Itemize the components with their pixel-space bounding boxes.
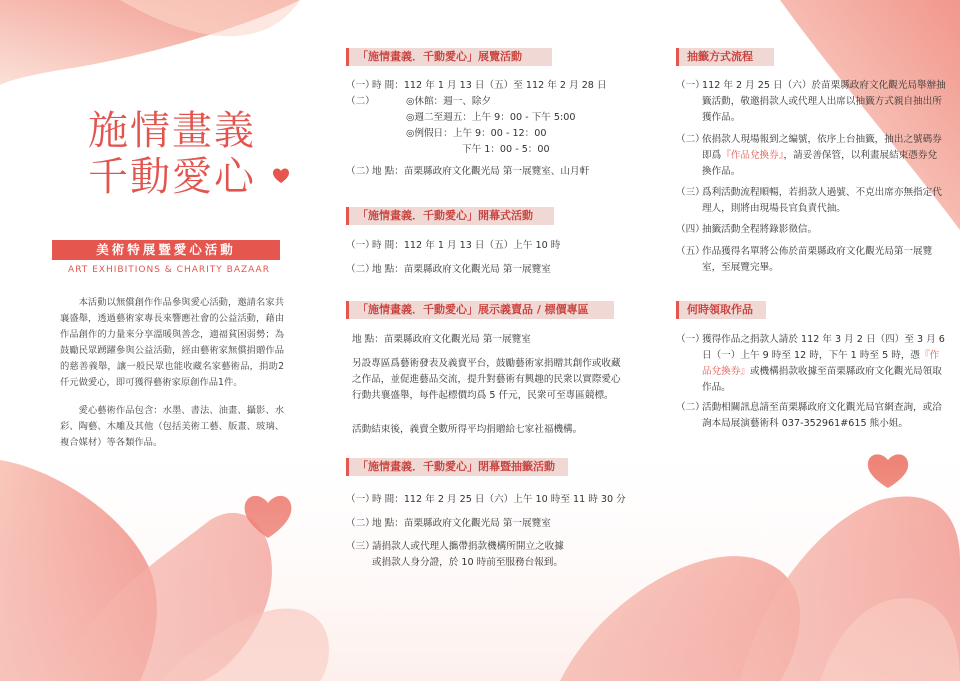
section-charity-sale-header: 「施情畫義．千動愛心」展示義賣品 / 標價專區 [346, 301, 614, 319]
section-pickup-header: 何時領取作品 [676, 301, 766, 319]
closing-time: （一）時 間：112 年 2 月 25 日（六）上午 10 時至 11 時 30 分 [346, 494, 626, 505]
subtitle-banner: 美術特展暨愛心活動 [52, 240, 280, 260]
exhibition-location: （二）地 點：苗栗縣政府文化觀光局 第一展覽室、山月軒 [346, 166, 590, 177]
main-title-line2: 千動愛心 [88, 154, 256, 200]
hours-closed: ◎休館：週一、除夕 [406, 96, 492, 107]
section-closing-header: 「施情畫義．千動愛心」閉幕暨抽籤活動 [346, 458, 568, 476]
lottery-step-2: （二） 依捐款人現場報到之編號，依序上台抽籤，抽出之號碼券即爲『作品兌換券』，請妥善保管，以利畫展結束憑券兌換作品。 [676, 134, 942, 177]
exhibition-hours [406, 94, 575, 158]
hours-holiday-am: ◎例假日：上午 9：00 - 12：00 [406, 128, 547, 139]
pickup-step-1: （一） 獲得作品之捐款人請於 112 年 3 月 2 日（四）至 3 月 6 日（一）上午 9 時至 12 時，下午 1 時至 5 時，憑『作品兌換券』或機構捐款收據至苗栗縣政府文化觀光局領取作品。 [676, 334, 945, 393]
lottery-step-3: （三） 爲利活動流程順暢，若捐款人過號、不克出席亦無指定代理人，則將由現場長官負責代抽。 [676, 187, 942, 214]
section-exhibition-header: 「施情畫義．千動愛心」展覽活動 [346, 48, 552, 66]
charity-sale-description: 另設專區爲藝術發表及義賣平台，鼓勵藝術家捐贈其創作或收藏之作品，並促進藝品交流，提升對藝術有興趣的民衆以實際愛心行動共襄盛舉，每件起標價均爲 5 仟元，民衆可至專區競標。 [352, 358, 621, 401]
intro-text [60, 295, 284, 463]
closing-checkin: （三）請捐款人或代理人攜帶捐款機構所開立之收據 或捐款人身分證，於 10 時前至服務台報到。 [346, 541, 564, 568]
lottery-step-4: （四） 抽籤活動全程將錄影徵信。 [676, 224, 818, 235]
charity-sale-location: 地 點：苗栗縣政府文化觀光局 第一展覽室 [352, 334, 531, 345]
closing-location: （二）地 點：苗栗縣政府文化觀光局 第一展覽室 [346, 518, 551, 529]
heart-icon [272, 168, 290, 184]
opening-location: （二）地 點：苗栗縣政府文化觀光局 第一展覽室 [346, 264, 551, 275]
main-title [52, 108, 292, 200]
section-lottery-header: 抽籤方式流程 [676, 48, 774, 66]
opening-time: （一）時 間：112 年 1 月 13 日（五）上午 10 時 [346, 240, 561, 251]
section-opening-header: 「施情畫義．千動愛心」開幕式活動 [346, 207, 554, 225]
subtitle-english: ART EXHIBITIONS & CHARITY BAZAAR [68, 265, 270, 275]
lottery-step-5: （五） 作品獲得名單將公佈於苗栗縣政府文化觀光局第一展覽室，至展覽完畢。 [676, 246, 933, 273]
intro-paragraph-2: 愛心藝術作品包含：水墨、書法、油畫、攝影、水彩、陶藝、木雕及其他（包括美術工藝、版畫、玻璃、複合媒材）等各類作品。 [60, 405, 284, 448]
main-title-line1: 施情畫義 [88, 108, 256, 154]
hours-weekday: ◎週二至週五：上午 9：00 - 下午 5:00 [406, 112, 576, 123]
lottery-step-1: （一） 112 年 2 月 25 日（六）於苗栗縣政府文化觀光局舉辦抽籤活動，敬邀捐款人或代理人出席以抽籤方式親自抽出所獲作品。 [676, 80, 946, 123]
exhibition-time: （一）時 間：112 年 1 月 13 日（五）至 112 年 2 月 28 日（二） [346, 80, 607, 107]
hours-holiday-pm: 下午 1：00 - 5：00 [462, 144, 550, 155]
intro-paragraph-1: 本活動以無償創作作品參與愛心活動，邀請名家共襄盛舉，透過藝術家專長來響應社會的公益活動，藉由作品創作的力量來分享溫暖與善念，適福貧困弱勢；為鼓勵民眾踴躍參與公益活動，經由藝術家無償捐贈作品的慈善義舉，讓一般民眾也能收藏名家藝術品，捐助2仟元做愛心，即可獲得藝術家原創作品1件。 [60, 297, 284, 388]
charity-sale-note: 活動結束後，義賣全數所得平均捐贈給七家社福機構。 [352, 424, 583, 435]
pickup-step-2: （二） 活動相關訊息請至苗栗縣政府文化觀光局官網查詢，或洽詢本局展演藝術科 037-352961#615 熊小姐。 [676, 402, 942, 429]
